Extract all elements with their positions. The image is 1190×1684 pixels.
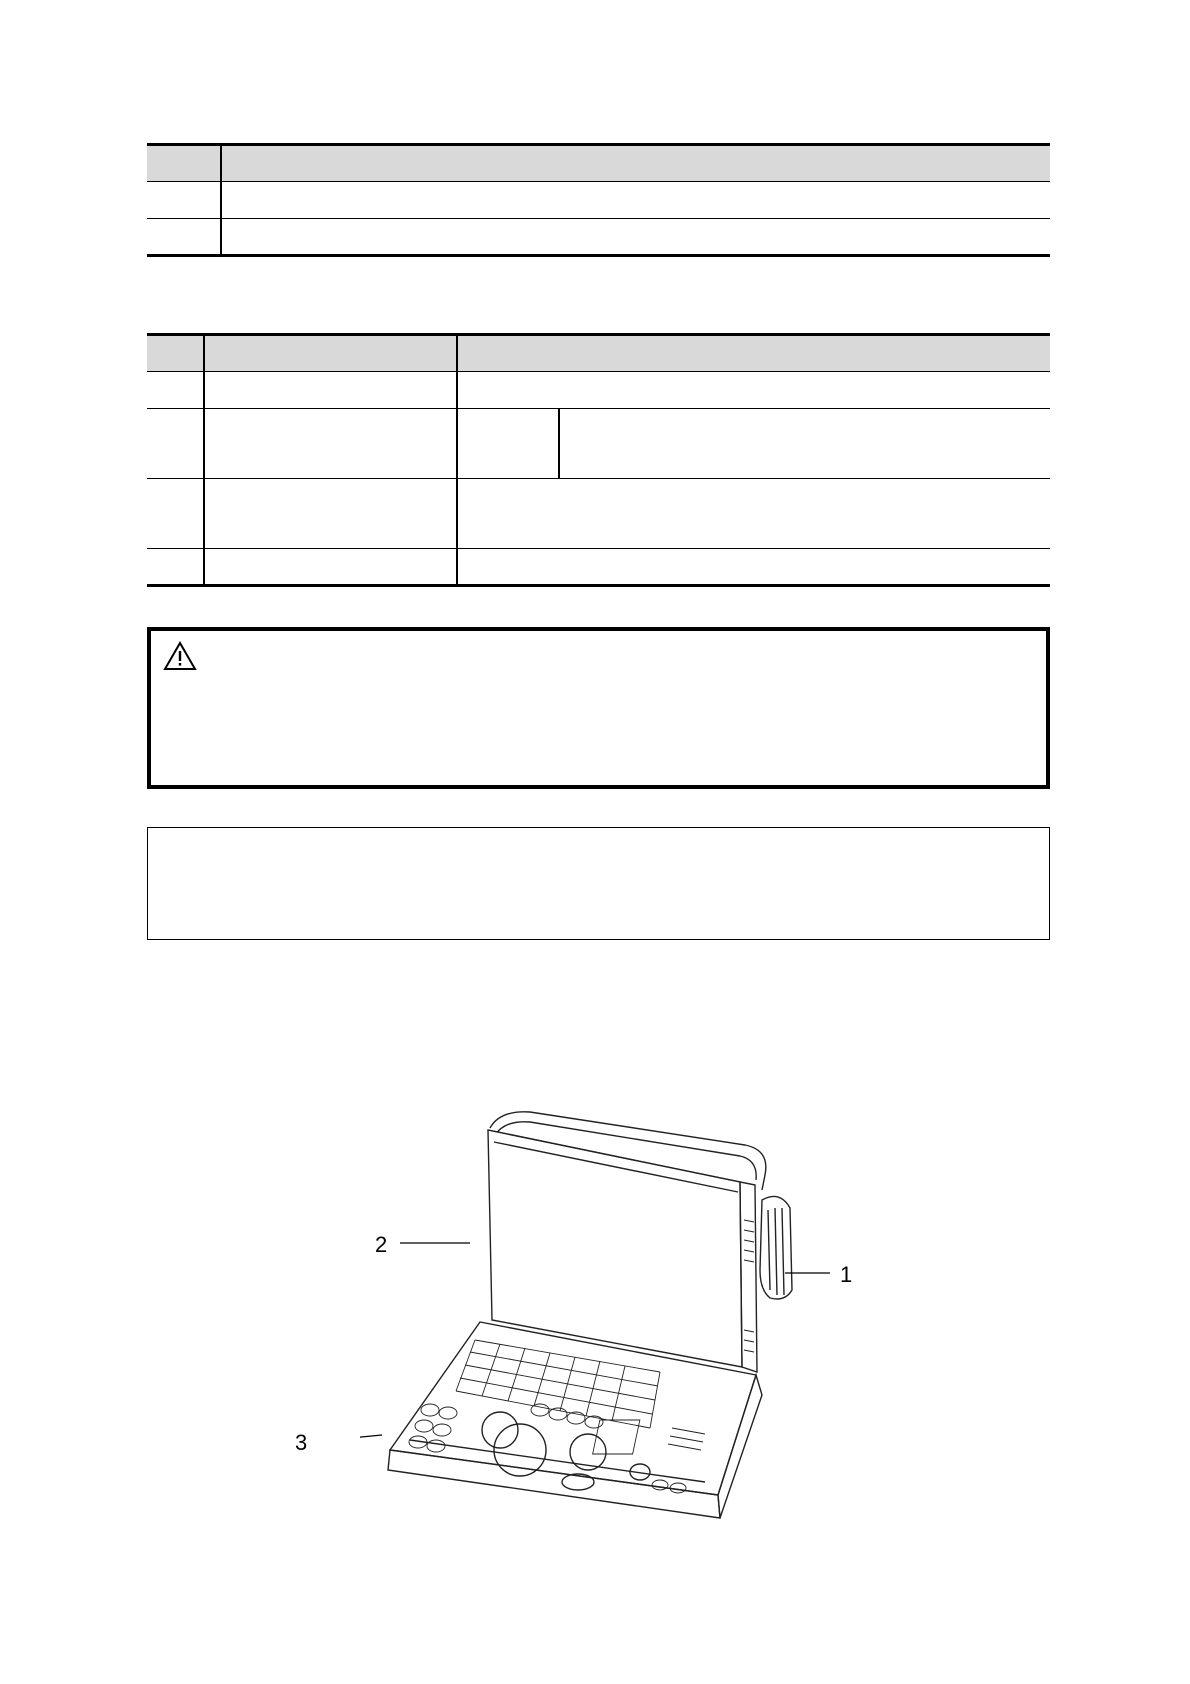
table-2-header-row — [147, 335, 1050, 372]
table-1 — [147, 143, 1050, 257]
callout-label-3: 3 — [295, 1430, 308, 1455]
table-2-header-cell-desc — [457, 335, 1050, 372]
callout-label-2: 2 — [375, 1232, 388, 1257]
table-cell — [147, 479, 204, 549]
table-cell — [204, 372, 457, 409]
table-cell — [147, 409, 204, 479]
table-row — [147, 372, 1050, 409]
table-2-header-cell-name — [204, 335, 457, 372]
callout-label-1: 1 — [840, 1262, 853, 1287]
table-1-header-cell-no — [147, 145, 221, 182]
table-cell — [457, 549, 1050, 586]
table-1-header-row — [147, 145, 1050, 182]
warning-box — [147, 627, 1050, 789]
warning-icon — [163, 641, 197, 671]
table-row — [147, 549, 1050, 586]
table-cell — [221, 219, 1050, 256]
probe-holder — [760, 1196, 792, 1299]
callout-line-3 — [360, 1435, 382, 1440]
table-row — [147, 479, 1050, 549]
table-row — [147, 182, 1050, 219]
table-cell — [204, 549, 457, 586]
table-cell — [457, 409, 559, 479]
table-cell — [147, 549, 204, 586]
table-cell — [457, 372, 1050, 409]
table-cell — [457, 479, 1050, 549]
table-2-header-cell-no — [147, 335, 204, 372]
table-cell — [221, 182, 1050, 219]
table-cell — [147, 219, 221, 256]
table-row — [147, 219, 1050, 256]
table-1-header-cell-desc — [221, 145, 1050, 182]
ultrasound-system-figure — [360, 1090, 880, 1560]
table-row — [147, 409, 1050, 479]
table-cell — [204, 479, 457, 549]
table-cell — [147, 372, 204, 409]
table-cell — [559, 409, 1050, 479]
table-2 — [147, 333, 1050, 587]
table-cell — [147, 182, 221, 219]
table-cell — [204, 409, 457, 479]
note-box — [147, 827, 1050, 940]
